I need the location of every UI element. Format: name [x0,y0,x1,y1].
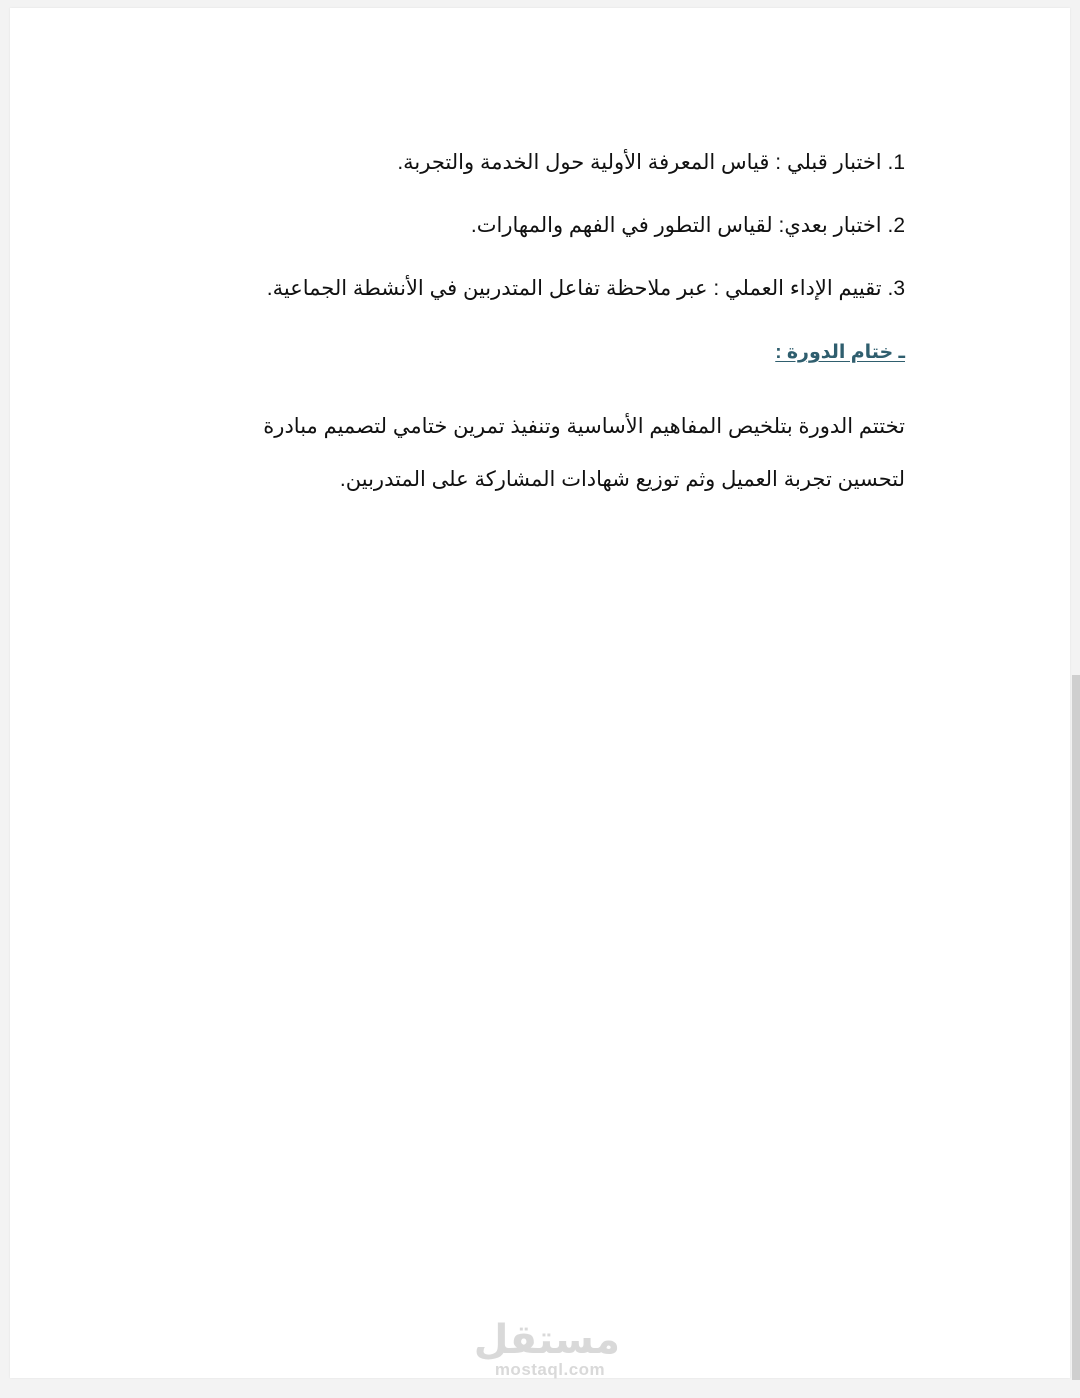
closing-paragraph: تختتم الدورة بتلخيص المفاهيم الأساسية وتنفيذ تمرين ختامي لتصميم مبادرة لتحسين تجربة العميل وثم توزيع شهادات المشاركة على المتدربين. [263,415,905,491]
list-item-post-test: 2. اختبار بعدي: لقياس التطور في الفهم والمهارات. [470,214,905,237]
mostaql-watermark [473,1318,620,1380]
watermark-domain: mostaql.com [494,1360,606,1379]
list-item-pre-test: 1. اختبار قبلي : قياس المعرفة الأولية حول الخدمة والتجربة. [397,151,905,174]
section-heading-course-closing: ـ ختام الدورة : [775,342,905,363]
document-page [10,8,1070,1378]
list-item-practical-evaluation: 3. تقييم الإداء العملي : عبر ملاحظة تفاعل المتدربين في الأنشطة الجماعية. [266,277,905,300]
watermark-arabic-logo: مستقل [473,1318,620,1362]
vertical-scrollbar[interactable] [1072,675,1080,1380]
